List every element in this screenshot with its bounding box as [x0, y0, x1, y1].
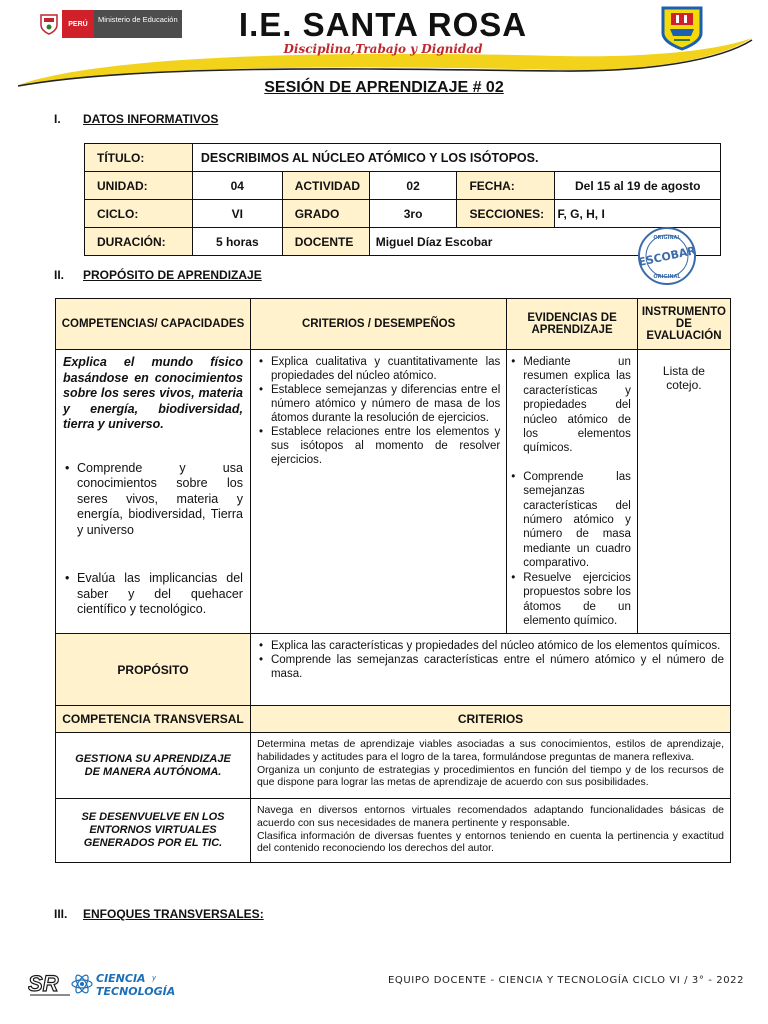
minedu-country: PERÚ	[62, 10, 94, 38]
table-header-row	[56, 299, 731, 350]
competencia-transversal-header: COMPETENCIA TRANSVERSAL	[56, 706, 251, 733]
proposito-list	[257, 639, 724, 681]
school-crest-icon	[660, 5, 704, 51]
secciones-label: SECCIONES:	[457, 200, 555, 228]
datos-informativos-table	[84, 143, 721, 256]
criterios-header: CRITERIOS / DESEMPEÑOS	[250, 299, 506, 350]
footer-text: EQUIPO DOCENTE - CIENCIA Y TECNOLOGÍA CICLO VI / 3° - 2022	[388, 975, 745, 986]
table-row	[85, 200, 721, 228]
fecha-value: Del 15 al 19 de agosto	[555, 172, 721, 200]
ciclo-value: VI	[192, 200, 282, 228]
competencias-header: COMPETENCIAS/ CAPACIDADES	[56, 299, 251, 350]
unidad-label: UNIDAD:	[85, 172, 193, 200]
capacidades-list	[63, 461, 243, 618]
list-item: • Resuelve ejercicios propuestos sobre los átomos de un elemento químico.	[509, 571, 631, 629]
section-proposito-heading: II. PROPÓSITO DE APRENDIZAJE	[54, 268, 262, 282]
instrumento-header: INSTRUMENTO DE EVALUACIÓN	[637, 299, 730, 350]
table-row	[56, 350, 731, 634]
list-item: • Comprende las semejanzas características del número atómico y número de masa mediante un cuadro comparativo.	[509, 470, 631, 571]
transversal-name: SE DESENVUELVE EN LOS ENTORNOS VIRTUALES GENERADOS POR EL TIC.	[56, 799, 251, 863]
competencia-text: Explica el mundo físico basándose en conocimientos sobre los seres vivos, materia y energía, biodiversidad, tierra y universo.	[63, 355, 243, 431]
evidencias-list	[509, 355, 631, 628]
secciones-value: F, G, H, I	[555, 200, 721, 228]
list-item: • Explica cualitativa y cuantitativamente las propiedades del núcleo atómico.	[257, 355, 500, 383]
docente-value: Miguel Díaz Escobar	[369, 228, 720, 256]
fecha-label: FECHA:	[457, 172, 555, 200]
list-item: • Evalúa las implicancias del saber y del quehacer científico y tecnológico.	[63, 571, 243, 618]
ciclo-label: CICLO:	[85, 200, 193, 228]
transversal-name: GESTIONA SU APRENDIZAJE DE MANERA AUTÓNOMA.	[56, 733, 251, 799]
svg-text:y: y	[152, 974, 157, 982]
svg-text:ORIGINAL: ORIGINAL	[653, 274, 681, 280]
list-item: • Mediante un resumen explica las características y propiedades del núcleo atómico de los elementos químicos.	[509, 355, 631, 456]
section-datos-heading: I. DATOS INFORMATIVOS	[54, 112, 219, 126]
minedu-logo	[36, 10, 182, 38]
atom-icon	[72, 973, 92, 994]
section-enfoques-heading: III. ENFOQUES TRANSVERSALES:	[54, 907, 264, 921]
table-row	[85, 172, 721, 200]
minedu-ministry: Ministerio de Educación	[94, 10, 182, 38]
instrumento-value: Lista de cotejo.	[637, 350, 730, 634]
grado-label: GRADO	[282, 200, 369, 228]
actividad-label: ACTIVIDAD	[282, 172, 369, 200]
transversal-criterion: Organiza un conjunto de estrategias y procedimientos en función del tiempo y de los recursos de que dispone para lograr las metas de aprendizaje de acuerdo con sus posibilidades.	[256, 763, 724, 789]
session-title: SESIÓN DE APRENDIZAJE # 02	[264, 79, 504, 96]
table-row	[85, 228, 721, 256]
table-row	[56, 634, 731, 706]
school-motto: Disciplina,Trabajo y Dignidad	[283, 42, 483, 56]
evidencias-header: EVIDENCIAS DE APRENDIZAJE	[507, 299, 638, 350]
table-row	[56, 799, 731, 863]
docente-label: DOCENTE	[282, 228, 369, 256]
table-row	[85, 144, 721, 172]
transversal-criterion: Navega en diversos entornos virtuales recomendados adaptando funcionalidades básicas de acuerdo con sus necesidades de manera pertinente y responsable.	[256, 804, 724, 829]
escobar-original-stamp	[636, 226, 698, 286]
duracion-label: DURACIÓN:	[85, 228, 193, 256]
list-item: • Comprende y usa conocimientos sobre los seres vivos, materia y energía, biodiversidad, Tierra y universo	[63, 461, 243, 539]
ciencia-tecnologia-logo	[28, 969, 198, 999]
svg-text:ORIGINAL: ORIGINAL	[653, 235, 681, 241]
titulo-value: DESCRIBIMOS AL NÚCLEO ATÓMICO Y LOS ISÓTOPOS.	[192, 144, 720, 172]
actividad-value: 02	[369, 172, 457, 200]
list-item: • Explica las características y propiedades del núcleo atómico de los elementos químicos.	[257, 639, 724, 653]
peru-shield-icon	[36, 10, 62, 38]
table-row	[56, 733, 731, 799]
proposito-table	[55, 298, 731, 863]
table-row	[56, 706, 731, 733]
unidad-value: 04	[192, 172, 282, 200]
proposito-label: PROPÓSITO	[56, 634, 251, 706]
list-item: • Establece semejanzas y diferencias entre el número atómico y número de masa de los átomos durante la resolución de ejercicios.	[257, 383, 500, 425]
criterios-list	[257, 355, 500, 467]
grado-value: 3ro	[369, 200, 457, 228]
titulo-label: TÍTULO:	[85, 144, 193, 172]
svg-text:ESCOBAR: ESCOBAR	[637, 244, 697, 269]
list-item: • Establece relaciones entre los elementos y sus isótopos al momento de resolver ejercicios.	[257, 425, 500, 467]
transversal-criterion: Determina metas de aprendizaje viables asociadas a sus conocimientos, estilos de aprendizaje, habilidades y actitudes para el logro de la tarea, formulándose preguntas de manera reflexiva.	[256, 738, 724, 763]
duracion-value: 5 horas	[192, 228, 282, 256]
list-item: • Comprende las semejanzas características entre el número atómico y el número de masa.	[257, 653, 724, 681]
svg-text:TECNOLOGÍA: TECNOLOGÍA	[96, 985, 176, 998]
svg-text:SR: SR	[28, 971, 59, 996]
criterios-transversal-header: CRITERIOS	[250, 706, 730, 733]
svg-text:CIENCIA: CIENCIA	[96, 972, 146, 985]
transversal-criterion: Clasifica información de diversas fuentes y entornos teniendo en cuenta la pertinencia y exactitud del contenido reconociendo los derechos del autor.	[256, 829, 724, 855]
school-name: I.E. SANTA ROSA	[238, 6, 528, 43]
